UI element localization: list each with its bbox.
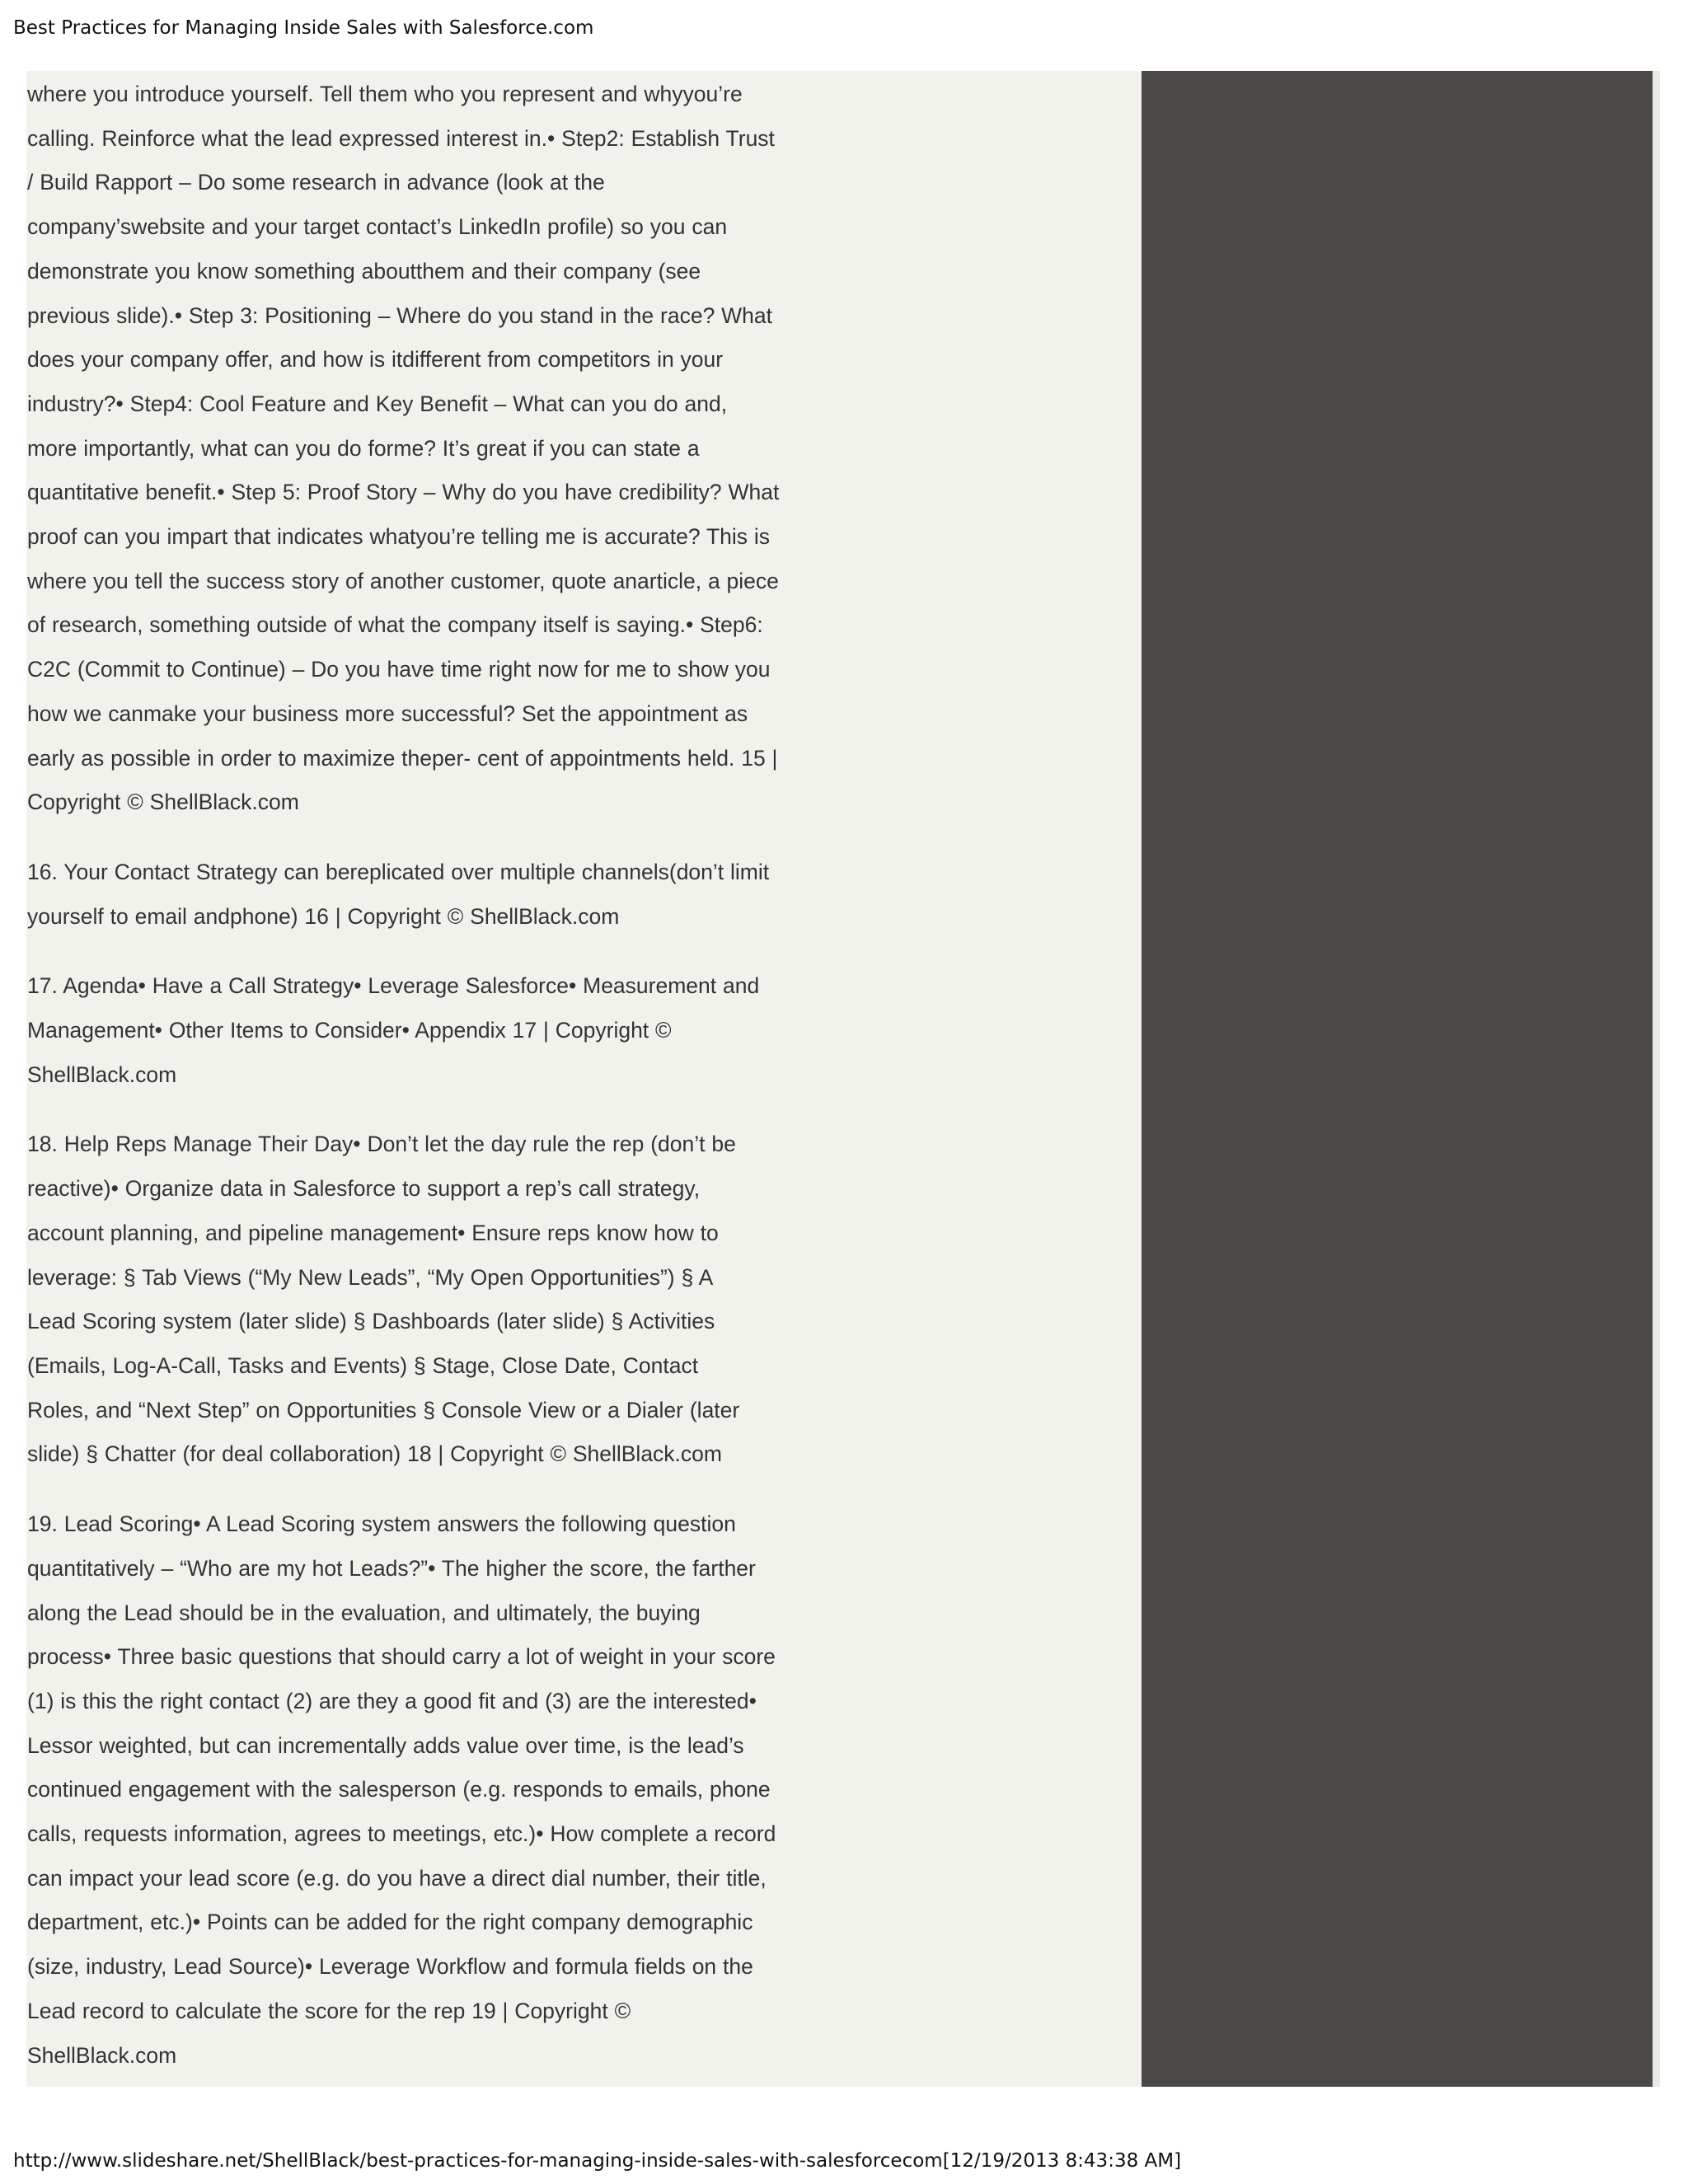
text-line: previous slide).• Step 3: Positioning – Where do you stand in the race? What <box>27 302 773 328</box>
slide-text-block <box>27 1122 818 1477</box>
text-line: yourself to email andphone) 16 | Copyright © ShellBlack.com <box>27 903 620 929</box>
sidebar-edge <box>1653 71 1660 2087</box>
text-line: calls, requests information, agrees to meetings, etc.)• How complete a record <box>27 1821 776 1847</box>
text-line: ShellBlack.com <box>27 1062 177 1087</box>
text-line: where you tell the success story of another customer, quote anarticle, a piece <box>27 568 779 593</box>
text-line: account planning, and pipeline management• Ensure reps know how to <box>27 1220 719 1245</box>
text-line: Management• Other Items to Consider• Appendix 17 | Copyright © <box>27 1018 672 1043</box>
text-line: Lessor weighted, but can incrementally adds value over time, is the lead’s <box>27 1732 744 1758</box>
text-line: quantitative benefit.• Step 5: Proof Story – Why do you have credibility? What <box>27 480 780 505</box>
slide-text-block <box>27 73 818 825</box>
text-line: where you introduce yourself. Tell them who you represent and whyyou’re <box>27 82 743 106</box>
text-line: Lead Scoring system (later slide) § Dashboards (later slide) § Activities <box>27 1309 715 1334</box>
text-line: 18. Help Reps Manage Their Day• Don’t let the day rule the rep (don’t be <box>27 1132 736 1157</box>
text-line: slide) § Chatter (for deal collaboration) 18 | Copyright © ShellBlack.com <box>27 1441 722 1467</box>
text-line: / Build Rapport – Do some research in advance (look at the <box>27 170 605 195</box>
text-line: Copyright © ShellBlack.com <box>27 790 299 815</box>
slide-text-block <box>27 1502 818 2078</box>
text-line: department, etc.)• Points can be added for the right company demographic <box>27 1910 753 1935</box>
source-url: http://www.slideshare.net/ShellBlack/best-practices-for-managing-inside-sales-with-salesforcecom[12/19/2013 8:43:38 AM] <box>13 2150 1182 2172</box>
text-line: 17. Agenda• Have a Call Strategy• Leverage Salesforce• Measurement and <box>27 973 760 999</box>
text-line: Roles, and “Next Step” on Opportunities § Console View or a Dialer (later <box>27 1397 740 1422</box>
text-line: more importantly, what can you do forme? It’s great if you can state a <box>27 435 700 461</box>
text-line: along the Lead should be in the evaluation, and ultimately, the buying <box>27 1600 701 1625</box>
text-line: continued engagement with the salesperson (e.g. responds to emails, phone <box>27 1777 771 1802</box>
text-line: early as possible in order to maximize theper- cent of appointments held. 15 | <box>27 745 778 771</box>
text-line: leverage: § Tab Views (“My New Leads”, “My Open Opportunities”) § A <box>27 1264 714 1290</box>
text-line: reactive)• Organize data in Salesforce to support a rep’s call strategy, <box>27 1176 701 1202</box>
text-line: (size, industry, Lead Source)• Leverage Workflow and formula fields on the <box>27 1954 753 1980</box>
text-line: does your company offer, and how is itdifferent from competitors in your <box>27 347 724 373</box>
page-title: Best Practices for Managing Inside Sales with Salesforce.com <box>13 17 594 39</box>
text-line: (1) is this the right contact (2) are they a good fit and (3) are the interested• <box>27 1688 757 1713</box>
text-line: of research, something outside of what the company itself is saying.• Step6: <box>27 612 763 638</box>
slide-text-column <box>27 73 818 2103</box>
text-line: process• Three basic questions that should carry a lot of weight in your score <box>27 1644 776 1670</box>
text-line: calling. Reinforce what the lead expressed interest in.• Step2: Establish Trust <box>27 125 775 151</box>
text-line: demonstrate you know something aboutthem and their company (see <box>27 258 701 284</box>
text-line: can impact your lead score (e.g. do you have a direct dial number, their title, <box>27 1865 767 1891</box>
slide-text-block <box>27 851 818 939</box>
text-line: industry?• Step4: Cool Feature and Key Benefit – What can you do and, <box>27 391 728 416</box>
text-line: company’swebsite and your target contact’s LinkedIn profile) so you can <box>27 214 728 240</box>
text-line: how we canmake your business more successful? Set the appointment as <box>27 701 748 726</box>
text-line: ShellBlack.com <box>27 2042 177 2068</box>
text-line: 19. Lead Scoring• A Lead Scoring system answers the following question <box>27 1511 736 1537</box>
text-line: 16. Your Contact Strategy can bereplicated over multiple channels(don’t limit <box>27 859 770 884</box>
text-line: proof can you impart that indicates whatyou’re telling me is accurate? This is <box>27 524 771 550</box>
text-line: C2C (Commit to Continue) – Do you have time right now for me to show you <box>27 657 771 682</box>
sidebar-panel <box>1142 71 1653 2087</box>
text-line: quantitatively – “Who are my hot Leads?”• The higher the score, the farther <box>27 1555 756 1581</box>
slide-text-block <box>27 964 818 1097</box>
text-line: (Emails, Log-A-Call, Tasks and Events) § Stage, Close Date, Contact <box>27 1352 699 1378</box>
text-line: Lead record to calculate the score for the rep 19 | Copyright © <box>27 1998 631 2023</box>
